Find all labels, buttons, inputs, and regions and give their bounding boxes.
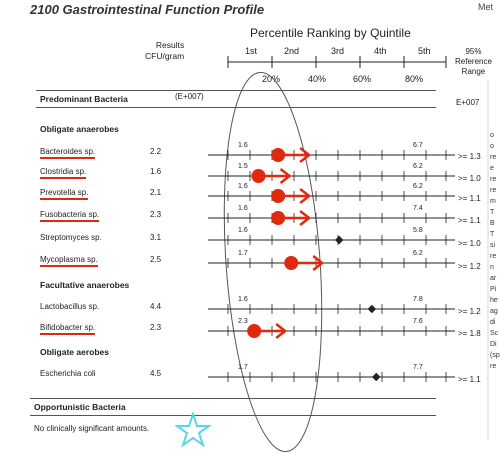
range-low-label: 1.5 — [238, 163, 248, 170]
percent-80: 80% — [405, 74, 424, 84]
bacteria-value: 2.1 — [150, 188, 162, 197]
range-low-label: 1.6 — [238, 142, 248, 149]
bacteria-name: Mycoplasma sp. — [40, 255, 98, 267]
range-low-label: 1.7 — [238, 364, 248, 371]
bacteria-value: 4.4 — [150, 302, 162, 311]
result-marker-diamond — [368, 305, 376, 313]
result-marker-diamond — [372, 373, 380, 381]
opportunistic-note: No clinically significant amounts. — [34, 424, 150, 433]
range-low-label: 1.6 — [238, 183, 248, 190]
percent-60: 60% — [353, 74, 372, 84]
bacteria-value: 2.2 — [150, 147, 162, 156]
units-label: CFU/gram — [145, 51, 185, 61]
bacteria-value: 2.3 — [150, 323, 162, 332]
quintile-1: 1st — [245, 46, 258, 56]
range-low-label: 1.6 — [238, 205, 248, 212]
range-high-label: 7.7 — [413, 364, 423, 371]
bacteria-name: Lactobacillus sp. — [40, 302, 100, 311]
ref-range-label: Range — [461, 67, 486, 76]
bacteria-ref: >= 1.2 — [458, 262, 481, 271]
group-obligate-aerobes: Obligate aerobes — [40, 347, 109, 357]
side-text-column: o o re e re re m T B T si re n ar Pi he ag di Sc Di (sp re — [490, 132, 500, 370]
range-low-label: 1.6 — [238, 296, 248, 303]
bacteria-name: Escherichia coli — [40, 369, 96, 378]
range-high-label: 6.2 — [413, 163, 423, 170]
quintile-2: 2nd — [284, 46, 300, 56]
exponent-right: E+007 — [456, 98, 480, 107]
bacteria-name: Prevotella sp. — [40, 188, 88, 200]
range-high-label: 7.6 — [413, 318, 423, 325]
range-high-label: 7.8 — [413, 296, 423, 303]
percent-20: 20% — [262, 74, 281, 84]
percent-40: 40% — [308, 74, 327, 84]
bacteria-ref: >= 1.0 — [458, 174, 481, 183]
bacteria-name: Streptomyces sp. — [40, 233, 102, 242]
predominant-label: Predominant Bacteria — [40, 94, 128, 104]
opportunistic-label: Opportunistic Bacteria — [34, 402, 126, 412]
bacteria-ref: >= 1.0 — [458, 239, 481, 248]
bacteria-value: 2.5 — [150, 255, 162, 264]
quintile-4: 4th — [374, 46, 387, 56]
report-title: 2100 Gastrointestinal Function Profile — [30, 2, 265, 17]
group-facultative-anaerobes: Facultative anaerobes — [40, 280, 130, 290]
header-cut-text: Met — [478, 2, 494, 12]
bacteria-ref: >= 1.8 — [458, 329, 481, 338]
bacteria-value: 1.6 — [150, 167, 162, 176]
range-high-label: 7.4 — [413, 205, 423, 212]
range-low-label: 1.7 — [238, 250, 248, 257]
bacteria-value: 3.1 — [150, 233, 162, 242]
ref-percent: 95% — [465, 47, 482, 56]
bacteria-ref: >= 1.1 — [458, 216, 481, 225]
group-obligate-anaerobes: Obligate anaerobes — [40, 124, 119, 134]
quintile-5: 5th — [418, 46, 431, 56]
bacteria-ref: >= 1.1 — [458, 375, 481, 384]
bacteria-ref: >= 1.1 — [458, 194, 481, 203]
bacteria-name: Fusobacteria sp. — [40, 210, 99, 222]
result-marker-diamond — [335, 236, 343, 244]
bacteria-name: Clostridia sp. — [40, 167, 86, 179]
results-label: Results — [155, 40, 185, 50]
bacteria-name: Bacteroides sp. — [40, 147, 95, 159]
bacteria-name: Bifidobacter sp. — [40, 323, 95, 335]
range-low-label: 2.3 — [238, 318, 248, 325]
ref-label: Reference — [455, 57, 492, 66]
bacteria-value: 2.3 — [150, 210, 162, 219]
bacteria-ref: >= 1.3 — [458, 152, 481, 161]
range-high-label: 6.7 — [413, 142, 423, 149]
quintile-3: 3rd — [331, 46, 345, 56]
range-high-label: 5.8 — [413, 227, 423, 234]
range-high-label: 6.2 — [413, 183, 423, 190]
bacteria-ref: >= 1.2 — [458, 307, 481, 316]
range-low-label: 1.6 — [238, 227, 248, 234]
bacteria-value: 4.5 — [150, 369, 162, 378]
range-high-label: 6.2 — [413, 250, 423, 257]
exponent-left: (E+007) — [175, 92, 204, 101]
percentile-ranking-title: Percentile Ranking by Quintile — [250, 26, 411, 40]
